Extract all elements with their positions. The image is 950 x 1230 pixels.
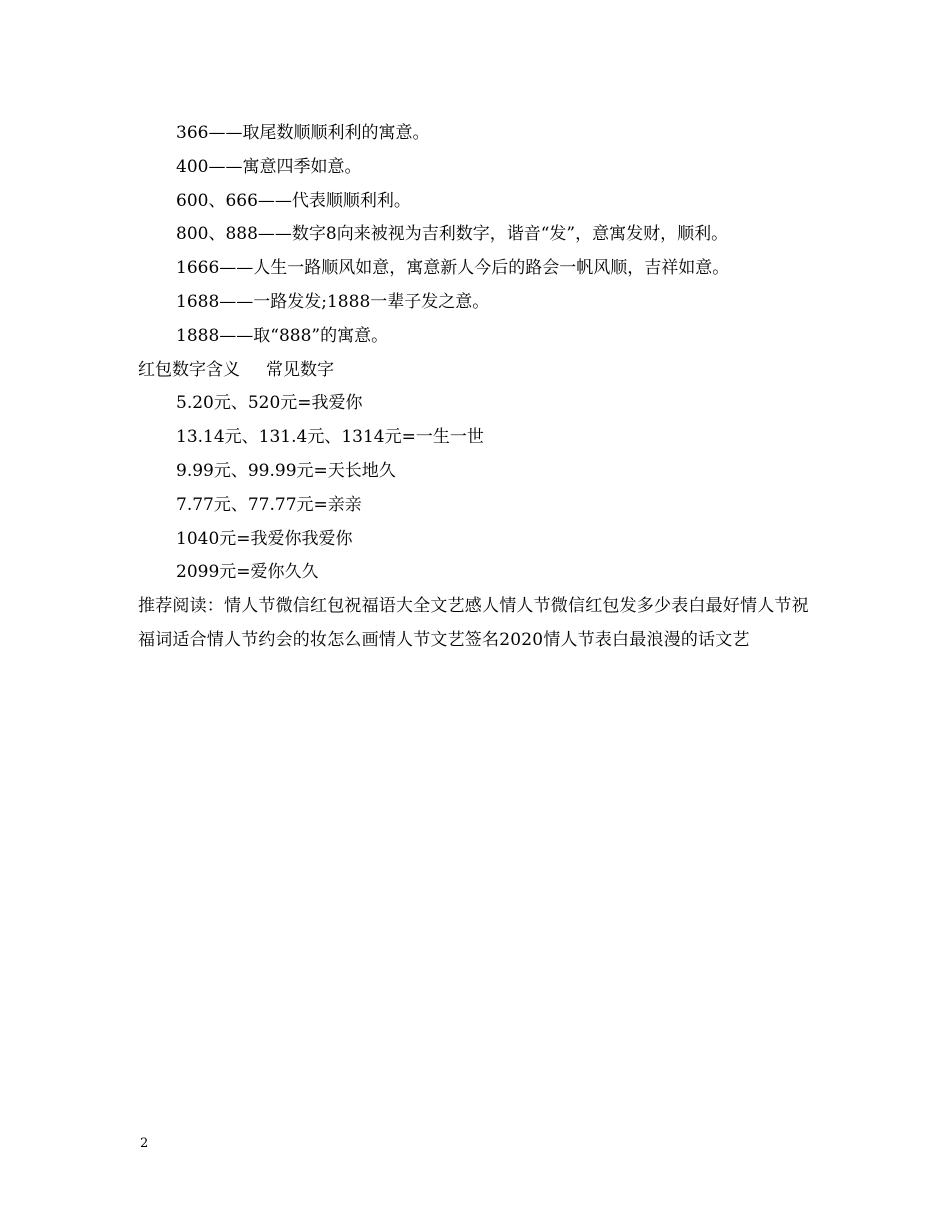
meaning-line: 366——取尾数顺顺利利的寓意。: [176, 123, 430, 143]
number-line: 7.77元、77.77元=亲亲: [176, 494, 362, 515]
number-line: 9.99元、99.99元=天长地久: [176, 460, 396, 481]
number-line: 5.20元、520元=我爱你: [176, 393, 363, 414]
common-numbers-list: [138, 387, 818, 590]
page-number: 2: [140, 1136, 149, 1151]
meaning-line: 800、888——数字8向来被视为吉利数字，谐音“发”，意寓发财，顺利。: [176, 224, 729, 245]
section-heading: [138, 354, 818, 388]
meaning-line: 600、666——代表顺顺利利。: [176, 190, 411, 211]
number-line: 2099元=爱你久久: [176, 562, 319, 583]
document-body: [138, 117, 818, 658]
meaning-line: 1688——一路发发;1888一辈子发之意。: [176, 291, 490, 312]
number-line: 1040元=我爱你我爱你: [176, 528, 353, 549]
number-line: 13.14元、131.4元、1314元=一生一世: [176, 427, 484, 448]
meanings-list: [138, 117, 818, 354]
meaning-line: 1666——人生一路顺风如意，寓意新人今后的路会一帆风顺，吉祥如意。: [176, 258, 730, 279]
meaning-line: 400——寓意四季如意。: [176, 156, 362, 177]
recommended-reading: 推荐阅读：情人节微信红包祝福语大全文艺感人情人节微信红包发多少表白最好情人节祝福词适合情人节约会的妆怎么画情人节文艺签名2020情人节表白最浪漫的话文艺: [138, 596, 809, 650]
section-title: 红包数字含义: [138, 359, 240, 380]
section-subtitle: 常见数字: [266, 359, 334, 380]
meaning-line: 1888——取“888”的寓意。: [176, 325, 389, 346]
